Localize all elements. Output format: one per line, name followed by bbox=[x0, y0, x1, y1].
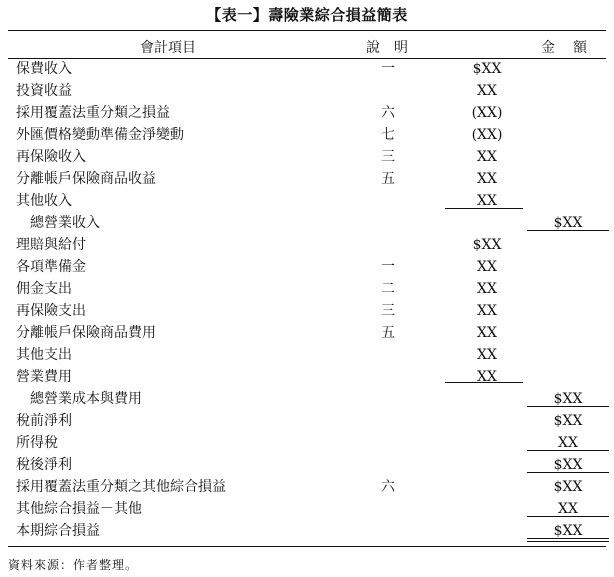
table-row bbox=[0, 58, 614, 80]
row-label: 所得稅 bbox=[16, 435, 58, 451]
row-label: 理賠與給付 bbox=[16, 237, 86, 253]
row-label: 投資收益 bbox=[16, 83, 72, 99]
row-amount-total: $XX bbox=[553, 391, 583, 407]
row-amount-detail: XX bbox=[477, 303, 497, 319]
row-label: 稅前淨利 bbox=[16, 413, 72, 429]
table-row bbox=[0, 124, 614, 146]
row-amount-total: XX bbox=[558, 501, 578, 517]
row-note: 三 bbox=[381, 303, 395, 319]
row-amount-detail: XX bbox=[477, 369, 497, 385]
row-note: 七 bbox=[381, 127, 395, 143]
table-row bbox=[0, 454, 614, 476]
row-label: 保費收入 bbox=[16, 61, 72, 77]
source-note: 資料來源：作者整理。 bbox=[8, 558, 139, 572]
row-label: 各項準備金 bbox=[16, 259, 86, 275]
row-note: 五 bbox=[381, 171, 395, 187]
row-amount-detail: XX bbox=[477, 325, 497, 341]
row-label: 其他支出 bbox=[16, 347, 72, 363]
table-title: 【表一】壽險業綜合損益簡表 bbox=[206, 6, 408, 24]
table-row bbox=[0, 300, 614, 322]
row-note: 六 bbox=[381, 105, 395, 121]
row-amount-total: $XX bbox=[553, 457, 583, 473]
top-rule bbox=[8, 30, 606, 31]
row-label: 採用覆蓋法重分類之損益 bbox=[16, 105, 170, 121]
row-label: 其他收入 bbox=[16, 193, 72, 209]
row-amount-detail: $XX bbox=[472, 61, 502, 77]
total-rule bbox=[527, 406, 609, 407]
row-amount-total: $XX bbox=[553, 215, 583, 231]
table-row bbox=[0, 80, 614, 102]
table-row bbox=[0, 234, 614, 256]
row-label: 營業費用 bbox=[16, 369, 72, 385]
row-note: 一 bbox=[381, 259, 395, 275]
table-row bbox=[0, 212, 614, 234]
table-row bbox=[0, 168, 614, 190]
row-label: 分離帳戶保險商品收益 bbox=[16, 171, 156, 187]
row-amount-detail: XX bbox=[477, 83, 497, 99]
table-row bbox=[0, 278, 614, 300]
row-amount-detail: XX bbox=[477, 149, 497, 165]
row-label: 其他綜合損益－其他 bbox=[16, 501, 142, 517]
total-rule bbox=[527, 450, 609, 451]
row-label: 總營業收入 bbox=[30, 215, 100, 231]
table-row bbox=[0, 520, 614, 542]
column-header-item: 會計項目 bbox=[140, 40, 196, 56]
double-total-rule bbox=[527, 538, 609, 542]
row-label: 總營業成本與費用 bbox=[30, 391, 142, 407]
row-amount-detail: XX bbox=[477, 347, 497, 363]
row-amount-total: $XX bbox=[553, 523, 583, 539]
row-label: 佣金支出 bbox=[16, 281, 72, 297]
table-row bbox=[0, 432, 614, 454]
table-row bbox=[0, 344, 614, 366]
table-row bbox=[0, 256, 614, 278]
row-label: 分離帳戶保險商品費用 bbox=[16, 325, 156, 341]
row-amount-detail: XX bbox=[477, 193, 497, 209]
total-rule bbox=[527, 230, 609, 231]
row-label: 稅後淨利 bbox=[16, 457, 72, 473]
row-amount-detail: $XX bbox=[472, 237, 502, 253]
subtotal-rule bbox=[445, 382, 523, 383]
table-row bbox=[0, 388, 614, 410]
bottom-rule bbox=[8, 546, 606, 547]
total-rule bbox=[527, 472, 609, 473]
table-row bbox=[0, 102, 614, 124]
row-note: 六 bbox=[381, 479, 395, 495]
row-amount-total: $XX bbox=[553, 479, 583, 495]
row-label: 本期綜合損益 bbox=[16, 523, 100, 539]
row-amount-detail: (XX) bbox=[471, 127, 503, 143]
row-amount-detail: (XX) bbox=[471, 105, 503, 121]
table-row bbox=[0, 498, 614, 520]
row-label: 再保險收入 bbox=[16, 149, 86, 165]
table-row bbox=[0, 366, 614, 388]
subtotal-rule bbox=[445, 208, 523, 209]
row-amount-detail: XX bbox=[477, 281, 497, 297]
row-note: 二 bbox=[381, 281, 395, 297]
table-row bbox=[0, 146, 614, 168]
row-label: 外匯價格變動準備金淨變動 bbox=[16, 127, 184, 143]
table-row bbox=[0, 322, 614, 344]
row-note: 五 bbox=[381, 325, 395, 341]
row-amount-detail: XX bbox=[477, 171, 497, 187]
column-header-amount: 金額 bbox=[541, 40, 605, 56]
column-header-note: 說明 bbox=[366, 40, 422, 56]
row-note: 三 bbox=[381, 149, 395, 165]
table-row bbox=[0, 410, 614, 432]
row-amount-total: $XX bbox=[553, 413, 583, 429]
row-note: 一 bbox=[381, 61, 395, 77]
total-rule bbox=[527, 516, 609, 517]
row-label: 再保險支出 bbox=[16, 303, 86, 319]
row-amount-total: XX bbox=[558, 435, 578, 451]
row-amount-detail: XX bbox=[477, 259, 497, 275]
table-row bbox=[0, 476, 614, 498]
row-label: 採用覆蓋法重分類之其他綜合損益 bbox=[16, 479, 226, 495]
